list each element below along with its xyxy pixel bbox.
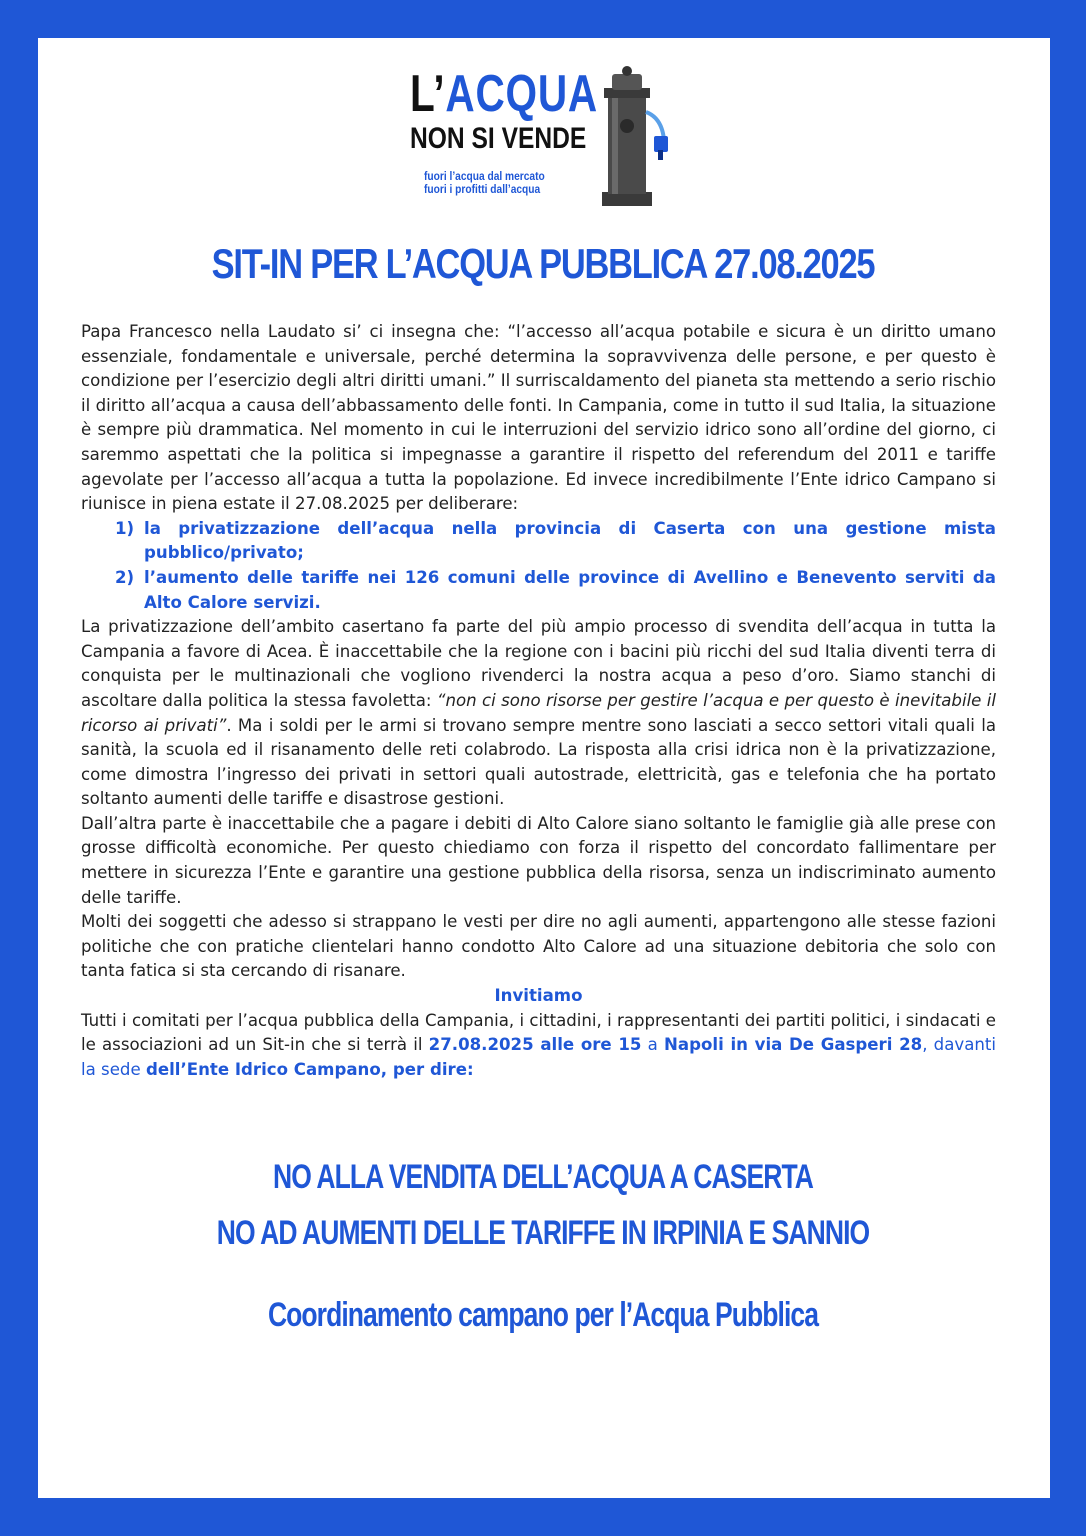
logo bbox=[404, 66, 674, 208]
privatization-paragraph: La privatizzazione dell’ambito casertano fa parte del più ampio processo di svendita dell’acqua in tutta la Campania a favore di Acea. È inaccettabile che la regione con i bacini più ricchi del sud Italia diventi terra di conquista per le multinazionali che vogliono rivenderci la nostra acqua a peso d’oro. Siamo stanchi di ascoltare dalla politica la stessa favoletta: “non ci sono risorse per gestire l’acqua e per questo è inevitabile il ricorso ai privati”. Ma i soldi per le armi si trovano sempre mentre sono lasciati a secco settori vitali quali la sanità, la scuola ed il risanamento delle reti colabrodo. La risposta alla crisi idrica non è la privatizzazione, come dimostra l’ingresso dei privati in settori quali autostrade, elettricità, gas e telefonia che ha portato soltanto aumenti delle tariffe e disastrose gestioni. bbox=[81, 617, 996, 809]
list-item: 2) l’aumento delle tariffe nei 126 comuni delle province di Avellino e Benevento serviti da Alto Calore servizi. bbox=[115, 567, 996, 612]
page-title: SIT-IN PER L’ACQUA PUBBLICA 27.08.2025 bbox=[211, 240, 875, 287]
logo-tagline: fuori l’acqua dal mercato fuori i profitti dall’acqua bbox=[424, 169, 545, 196]
decision-list bbox=[81, 517, 996, 615]
invite-heading: Invitiamo bbox=[494, 986, 583, 1006]
logo-line1: L’ACQUA bbox=[410, 65, 598, 123]
logo-line2: NON SI VENDE bbox=[410, 122, 587, 155]
letter-body bbox=[81, 320, 996, 1082]
fountain-icon bbox=[590, 66, 676, 208]
slogan-irpinia-sannio: NO AD AUMENTI DELLE TARIFFE IN IRPINIA E SANNIO bbox=[216, 1214, 870, 1252]
factions-paragraph: Molti dei soggetti che adesso si strappano le vesti per dire no agli aumenti, appartengono alle stesse fazioni politiche che con pratiche clientelari hanno condotto Alto Calore ad una situazione debitoria che solo con tanta fatica si sta cercando di risanare. bbox=[81, 912, 996, 981]
debts-paragraph: Dall’altra parte è inaccettabile che a pagare i debiti di Alto Calore siano soltanto le famiglie già alle prese con grosse difficoltà economiche. Per questo chiediamo con forza il rispetto del concordato fallimentare per mettere in sicurezza l’Ente e garantire una gestione pubblica della risorsa, senza un indiscriminato aumento delle tariffe. bbox=[81, 813, 996, 907]
intro-paragraph: Papa Francesco nella Laudato si’ ci insegna che: “l’accesso all’acqua potabile e sicura è un diritto umano essenziale, fondamentale e universale, perché determina la sopravvivenza delle persone, e per questo è condizione per l’esercizio degli altri diritti umani.” Il surriscaldamento del pianeta sta mettendo a serio rischio il diritto all’acqua a causa dell’abbassamento delle fonti. In Campania, come in tutto il sud Italia, la situazione è sempre più drammatica. Nel momento in cui le interruzioni del servizio idrico sono all’ordine del giorno, ci saremmo aspettati che la politica si impegnasse a garantire il rispetto del referendum del 2011 e tariffe agevolate per l’accesso all’acqua a tutta la popolazione. Ed invece incredibilmente l’Ente idrico Campano si riunisce in piena estate il 27.08.2025 per deliberare: bbox=[81, 322, 996, 514]
slogan-caserta: NO ALLA VENDITA DELL’ACQUA A CASERTA bbox=[273, 1158, 813, 1196]
signature: Coordinamento campano per l’Acqua Pubblica bbox=[267, 1296, 819, 1334]
invite-paragraph: Tutti i comitati per l’acqua pubblica della Campania, i cittadini, i rappresentanti dei partiti politici, i sindacati e le associazioni ad un Sit-in che si terrà il 27.08.2025 alle ore 15 a Napoli in via De Gasperi 28, davanti la sede dell’Ente Idrico Campano, per dire: bbox=[81, 1010, 997, 1079]
list-item: 1) la privatizzazione dell’acqua nella provincia di Caserta con una gestione mista pubblico/privato; bbox=[115, 518, 996, 563]
